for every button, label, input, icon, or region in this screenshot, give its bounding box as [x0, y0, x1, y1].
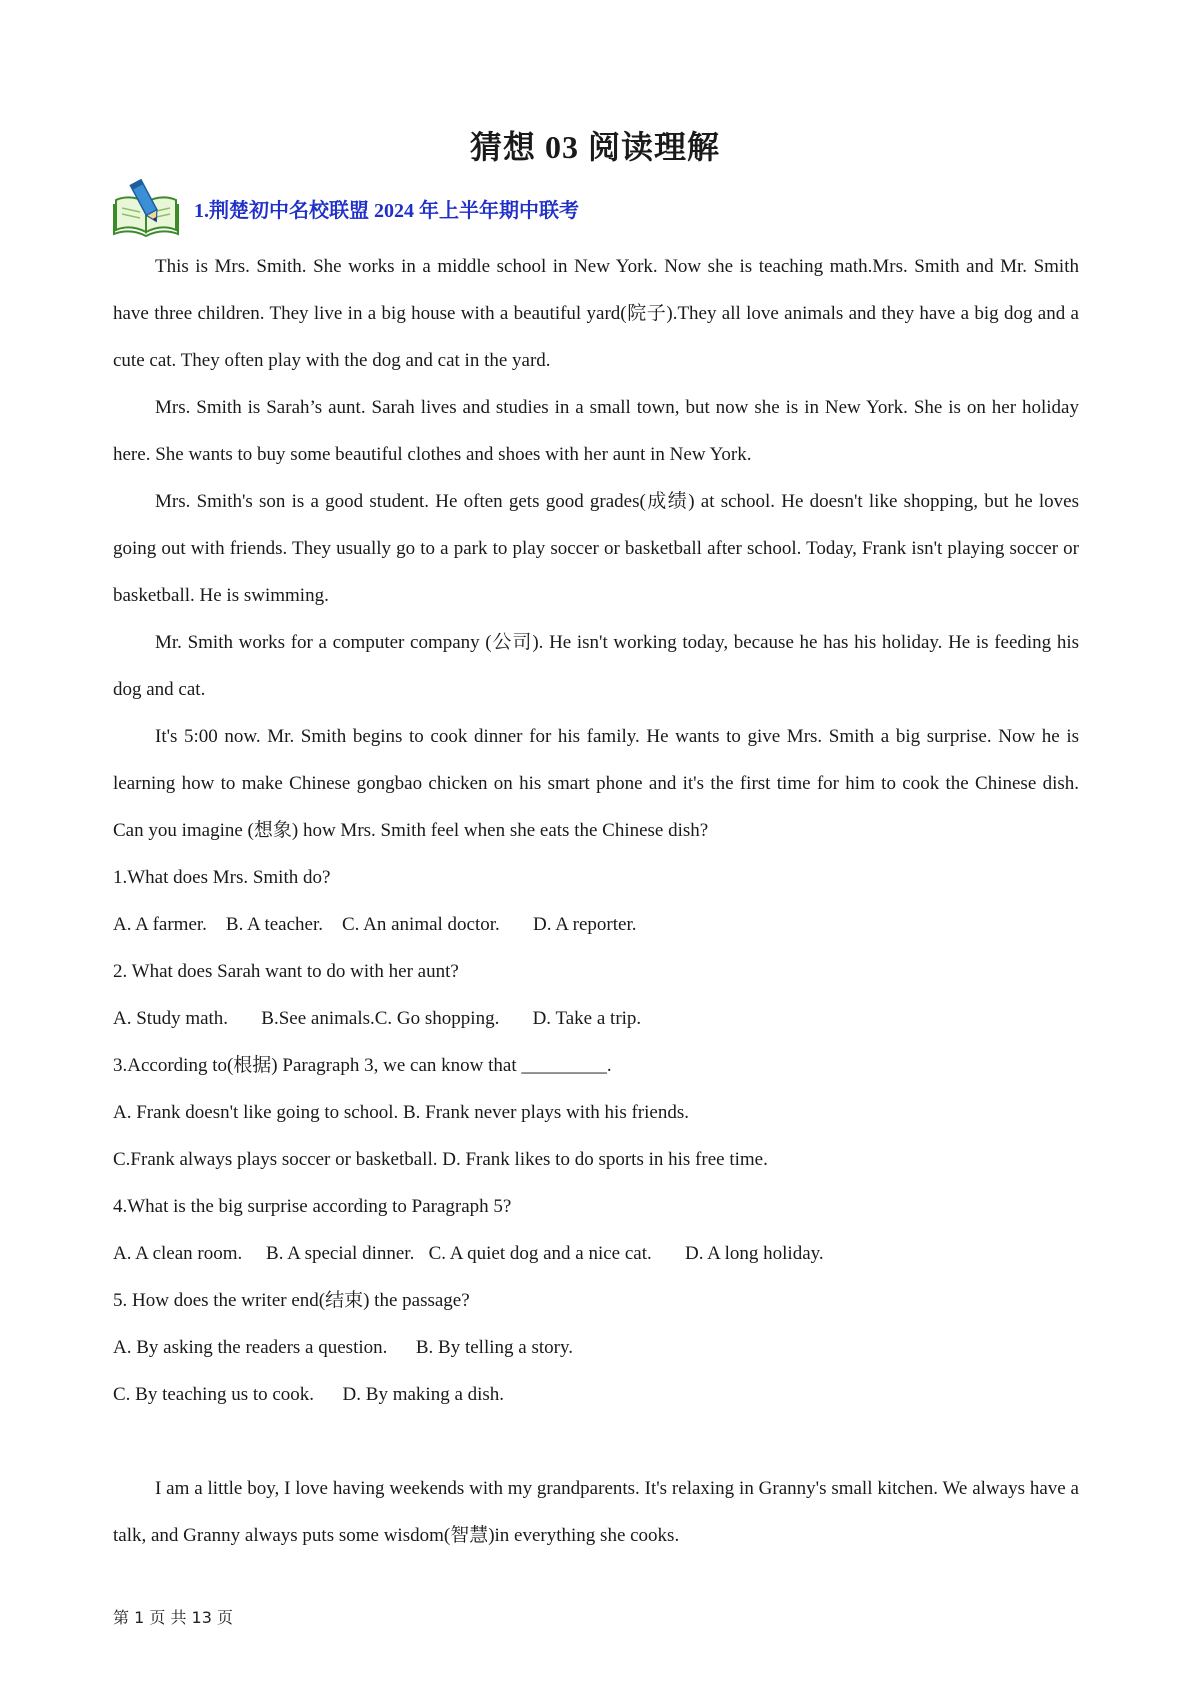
book-pencil-icon: [112, 178, 180, 238]
question-line: 3.According to(根据) Paragraph 3, we can know that _________.: [113, 1055, 612, 1076]
passage-paragraph: I am a little boy, I love having weekends with my grandparents. It's relaxing in Granny's small kitchen. We always have a talk, and Granny always puts some wisdom(智慧)in everything she cooks.: [113, 1478, 1079, 1546]
spacer: [113, 1418, 1079, 1465]
passage-paragraph: Mr. Smith works for a computer company (公司). He isn't working today, because he has his holiday. He is feeding his dog and cat.: [113, 632, 1079, 700]
question-line: 2. What does Sarah want to do with her aunt?: [113, 961, 459, 982]
options-line: A. Study math. B.See animals.C. Go shopping. D. Take a trip.: [113, 1008, 642, 1029]
page-title: 猜想 03 阅读理解: [469, 129, 720, 165]
passage-paragraph: Mrs. Smith is Sarah’s aunt. Sarah lives and studies in a small town, but now she is in New York. She is on her holiday here. She wants to buy some beautiful clothes and shoes with her aunt in New York.: [113, 397, 1079, 465]
options-line: A. Frank doesn't like going to school. B. Frank never plays with his friends.: [113, 1102, 689, 1123]
document-body: [113, 243, 1079, 1559]
options-line: C.Frank always plays soccer or basketball. D. Frank likes to do sports in his free time.: [113, 1149, 768, 1170]
passage-paragraph: Mrs. Smith's son is a good student. He often gets good grades(成绩) at school. He doesn't like shopping, but he loves going out with friends. They usually go to a park to play soccer or basketball after school. Today, Frank isn't playing soccer or basketball. He is swimming.: [113, 491, 1079, 606]
options-line: A. A farmer. B. A teacher. C. An animal doctor. D. A reporter.: [113, 914, 637, 935]
options-line: A. By asking the readers a question. B. By telling a story.: [113, 1337, 573, 1358]
question-line: 1.What does Mrs. Smith do?: [113, 867, 331, 888]
options-line: C. By teaching us to cook. D. By making a dish.: [113, 1384, 505, 1405]
options-line: A. A clean room. B. A special dinner. C. A quiet dog and a nice cat. D. A long holiday.: [113, 1243, 824, 1264]
page-footer: 第 1 页 共 13 页: [113, 1608, 233, 1627]
question-line: 4.What is the big surprise according to Paragraph 5?: [113, 1196, 512, 1217]
passage-paragraph: This is Mrs. Smith. She works in a middle school in New York. Now she is teaching math.Mrs. Smith and Mr. Smith have three children. They live in a big house with a beautiful yard(院子).They all love animals and they have a big dog and a cute cat. They often play with the dog and cat in the yard.: [113, 256, 1079, 371]
section-title: 1.荆楚初中名校联盟 2024 年上半年期中联考: [194, 200, 579, 222]
passage-paragraph: It's 5:00 now. Mr. Smith begins to cook dinner for his family. He wants to give Mrs. Smith a big surprise. Now he is learning how to make Chinese gongbao chicken on his smart phone and it's the first time for him to cook the Chinese dish. Can you imagine (想象) how Mrs. Smith feel when she eats the Chinese dish?: [113, 726, 1079, 841]
question-line: 5. How does the writer end(结束) the passage?: [113, 1290, 470, 1311]
section-header: [112, 178, 812, 238]
